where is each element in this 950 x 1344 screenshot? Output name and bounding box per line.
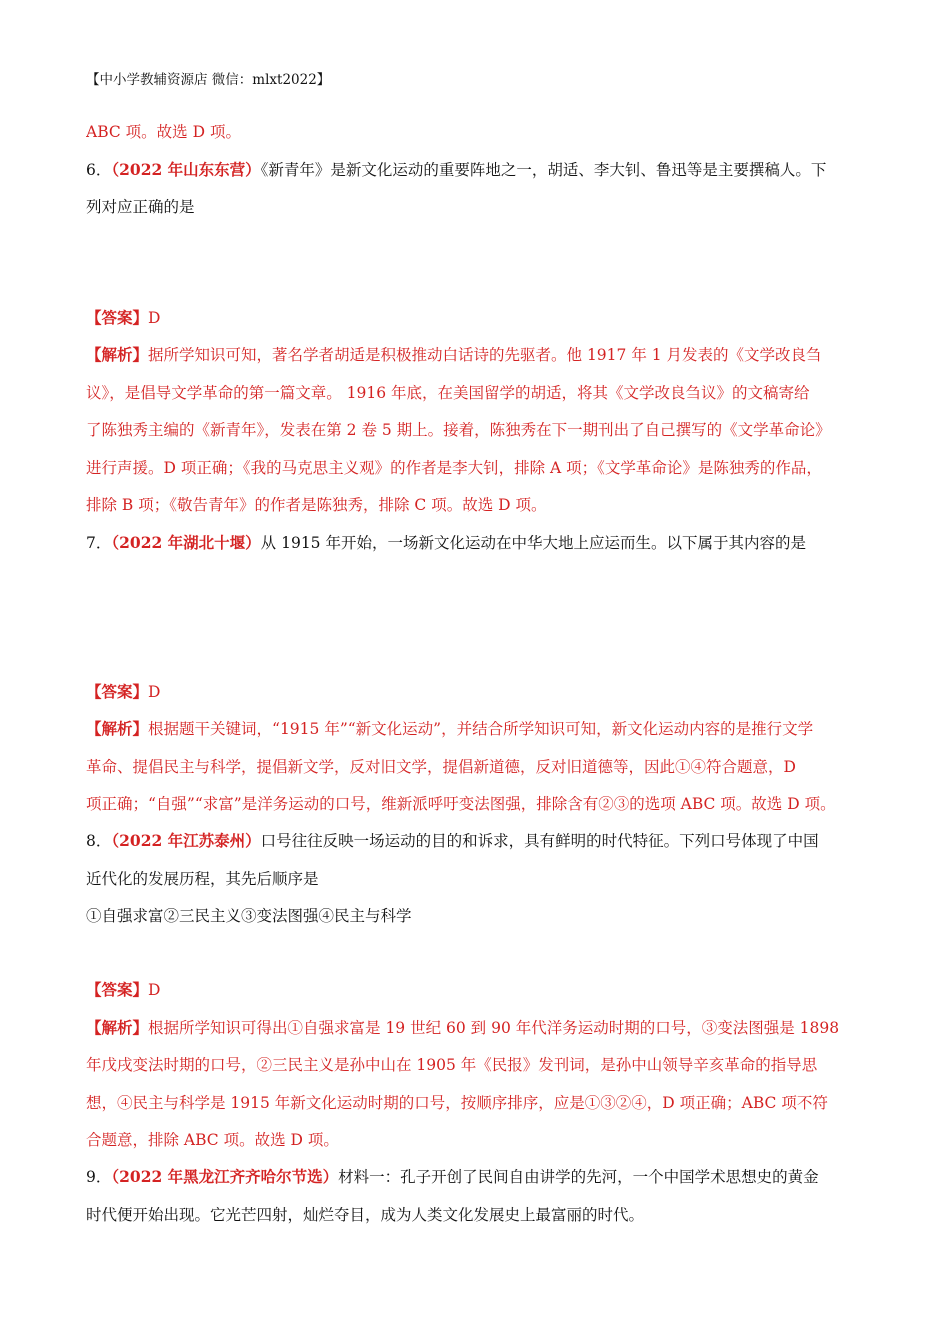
q8-analysis-label: 【解析】: [86, 1018, 149, 1037]
q6-analysis-line-1: [86, 345, 866, 365]
q9-stem-text: 材料一：孔子开创了民间自由讲学的先河，一个中国学术思想史的黄金: [338, 1168, 819, 1186]
q6-answer-value: D: [148, 309, 161, 327]
q8-answer-label: 【答案】: [86, 980, 149, 999]
q8-analysis-line-3: 想，④民主与科学是 1915 年新文化运动时期的口号，按顺序排序，应是①③②④，D 项正确；ABC 项不符: [86, 1094, 828, 1112]
q9-number: 9．: [86, 1168, 112, 1186]
q6-analysis-line-2: 议》，是倡导文学革命的第一篇文章。 1916 年底，在美国留学的胡适，将其《文学改良刍议》的文稿寄给: [86, 384, 810, 402]
q7-answer: [86, 682, 866, 702]
q7-analysis-line-1: [86, 719, 866, 739]
q8-analysis-line-1: [86, 1018, 866, 1038]
q9-source: （2022 年黑龙江齐齐哈尔节选）: [111, 1167, 339, 1186]
q6-stem-text: 《新青年》是新文化运动的重要阵地之一，胡适、李大钊、鲁迅等是主要撰稿人。下: [260, 161, 827, 179]
q9-stem-line-2: 时代便开始出现。它光芒四射，灿烂夺目，成为人类文化发展史上最富丽的时代。: [86, 1206, 645, 1224]
page-header: 【中小学教辅资源店 微信：mlxt2022】: [86, 72, 331, 88]
q8-number: 8．: [86, 832, 112, 850]
q6-answer-label: 【答案】: [86, 308, 149, 327]
q6-stem-line-1: [86, 160, 866, 180]
q7-stem-line: [86, 533, 866, 553]
q6-answer: [86, 308, 866, 328]
q6-analysis-line-4: 进行声援。D 项正确；《我的马克思主义观》的作者是李大钊，排除 A 项；《文学革命论》是陈独秀的作品，: [86, 459, 822, 477]
q7-analysis-line-3: 项正确；“自强”“求富”是洋务运动的口号，维新派呼吁变法图强，排除含有②③的选项 ABC 项。故选 D 项。: [86, 795, 836, 813]
q7-analysis-text: 根据题干关键词，“1915 年”“新文化运动”，并结合所学知识可知，新文化运动内容的是推行文学: [148, 720, 814, 738]
q6-analysis-label: 【解析】: [86, 345, 149, 364]
q8-stem-text: 口号往往反映一场运动的目的和诉求，具有鲜明的时代特征。下列口号体现了中国: [260, 832, 819, 850]
q6-analysis-text: 据所学知识可知，著名学者胡适是积极推动白话诗的先驱者。他 1917 年 1 月发表的《文学改良刍: [148, 346, 822, 364]
q7-answer-value: D: [148, 683, 161, 701]
q6-analysis-line-5: 排除 B 项；《敬告青年》的作者是陈独秀，排除 C 项。故选 D 项。: [86, 496, 547, 514]
q8-analysis-line-4: 合题意，排除 ABC 项。故选 D 项。: [86, 1131, 339, 1149]
q8-stem-line-2: 近代化的发展历程，其先后顺序是: [86, 870, 319, 888]
q8-answer: [86, 980, 866, 1000]
q6-source: （2022 年山东东营）: [111, 160, 261, 179]
q8-source: （2022 年江苏泰州）: [111, 831, 261, 850]
q7-answer-label: 【答案】: [86, 682, 149, 701]
q8-analysis-line-2: 年戊戌变法时期的口号，②三民主义是孙中山在 1905 年《民报》发刊词，是孙中山领导辛亥革命的指导思: [86, 1056, 818, 1074]
q6-stem-line-2: 列对应正确的是: [86, 198, 195, 216]
q8-items-line: ①自强求富②三民主义③变法图强④民主与科学: [86, 907, 412, 925]
q7-number: 7．: [86, 534, 112, 552]
q8-analysis-text: 根据所学知识可得出①自强求富是 19 世纪 60 到 90 年代洋务运动时期的口号，③变法图强是 1898: [148, 1019, 840, 1037]
q7-analysis-line-2: 革命、提倡民主与科学，提倡新文学，反对旧文学，提倡新道德，反对旧道德等，因此①④符合题意，D: [86, 758, 796, 776]
q8-stem-line-1: [86, 831, 866, 851]
previous-answer-tail: ABC 项。故选 D 项。: [86, 123, 241, 141]
q7-stem-text: 从 1915 年开始，一场新文化运动在中华大地上应运而生。以下属于其内容的是: [260, 534, 806, 552]
q7-analysis-label: 【解析】: [86, 719, 149, 738]
q9-stem-line-1: [86, 1167, 866, 1187]
q8-answer-value: D: [148, 981, 161, 999]
q6-number: 6．: [86, 161, 112, 179]
q7-source: （2022 年湖北十堰）: [111, 533, 261, 552]
q6-analysis-line-3: 了陈独秀主编的《新青年》，发表在第 2 卷 5 期上。接着，陈独秀在下一期刊出了自己撰写的《文学革命论》: [86, 421, 831, 439]
